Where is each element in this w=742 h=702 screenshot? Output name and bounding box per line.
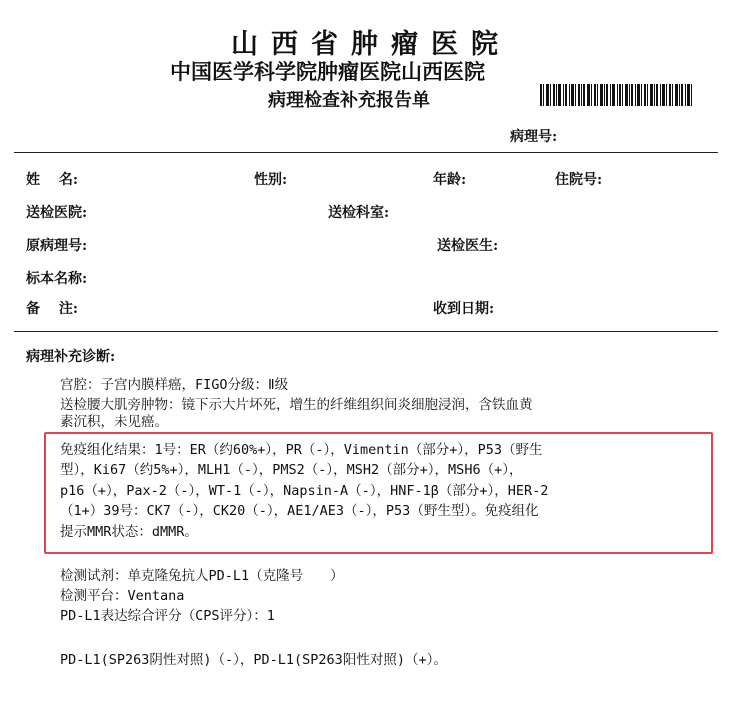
field-age: 年龄:	[433, 172, 467, 188]
pdl1-cps-line: PD-L1表达综合评分（CPS评分）：1	[60, 608, 275, 624]
field-gender: 性别:	[254, 172, 288, 188]
divider-middle	[14, 331, 718, 332]
field-received-date: 收到日期:	[433, 301, 495, 317]
hospital-subtitle: 中国医学科学院肿瘤医院山西医院	[170, 59, 485, 84]
ihc-result-line: p16（+），Pax-2（-），WT-1（-），Napsin-A（-），HNF-1β（部分+），HER-2	[60, 483, 549, 499]
diagnosis-line: 送检腰大肌旁肿物：镜下示大片坏死，增生的纤维组织间炎细胞浸润，含铁血黄	[60, 397, 533, 413]
pdl1-reagent-line: 检测试剂：单克隆兔抗人PD-L1（克隆号 ）	[60, 568, 344, 584]
field-department: 送检科室:	[328, 205, 390, 221]
diagnosis-label: 病理补充诊断:	[26, 349, 116, 365]
field-name: 姓 名:	[26, 172, 79, 188]
ihc-result-line: 提示MMR状态：dMMR。	[60, 524, 198, 540]
pathology-number-label: 病理号:	[510, 129, 558, 145]
field-specimen: 标本名称:	[26, 271, 88, 287]
ihc-result-line: 型），Ki67（约5%+），MLH1（-），PMS2（-），MSH2（部分+），MSH6（+），	[60, 462, 523, 478]
field-original-pathology-number: 原病理号:	[26, 238, 88, 254]
divider-top	[14, 152, 718, 153]
report-title: 病理检查补充报告单	[268, 90, 430, 111]
barcode	[540, 84, 692, 106]
field-remark: 备 注:	[26, 301, 79, 317]
field-hospital: 送检医院:	[26, 205, 88, 221]
field-doctor: 送检医生:	[437, 238, 499, 254]
pdl1-platform-line: 检测平台：Ventana	[60, 588, 185, 604]
hospital-name: 山西省肿瘤医院	[231, 29, 511, 60]
diagnosis-line: 素沉积，未见癌。	[60, 414, 168, 430]
field-inpatient-number: 住院号:	[555, 172, 603, 188]
diagnosis-line: 宫腔：子宫内膜样癌，FIGO分级：Ⅱ级	[60, 377, 289, 393]
pdl1-control-line: PD-L1(SP263阴性对照)（-），PD-L1(SP263阳性对照)（+）。	[60, 652, 447, 668]
ihc-result-line: 免疫组化结果：1号：ER（约60%+），PR（-），Vimentin（部分+），P53（野生	[60, 442, 543, 458]
ihc-result-line: （1+）39号：CK7（-），CK20（-），AE1/AE3（-），P53（野生型）。免疫组化	[60, 503, 539, 519]
